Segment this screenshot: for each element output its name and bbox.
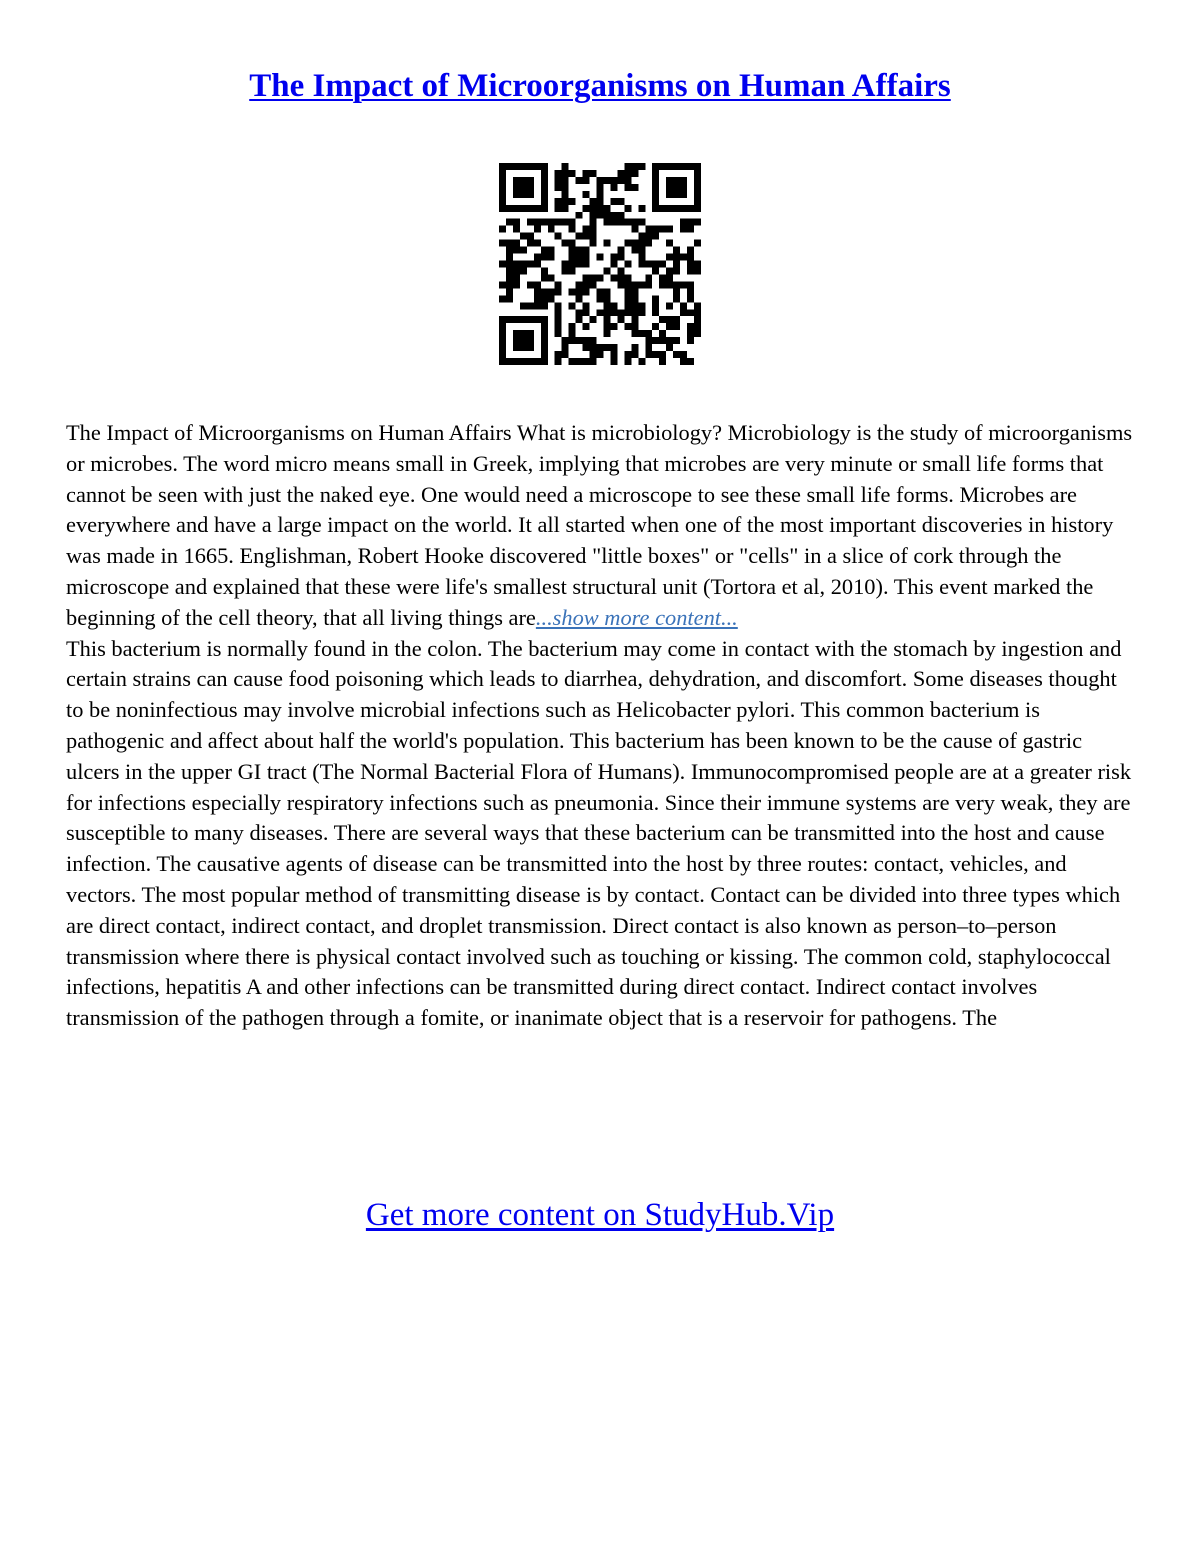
article-body xyxy=(66,418,1136,1034)
article-body-part2: This bacterium is normally found in the colon. The bacterium may come in contact with the stomach by ingestion and certain strains can cause food poisoning which leads to diarrhea, dehydration, and discomfort. Some diseases thought to be noninfectious may involve microbial infections such as Helicobacter pylori. This common bacterium is pathogenic and affect about half the world's population. This bacterium has been known to be the cause of gastric ulcers in the upper GI tract (The Normal Bacterial Flora of Humans). Immunocompromised people are at a greater risk for infections especially respiratory infections such as pneumonia. Since their immune systems are very weak, they are susceptible to many diseases. There are several ways that these bacterium can be transmitted into the host and cause infection. The causative agents of disease can be transmitted into the host by three routes: contact, vehicles, and vectors. The most popular method of transmitting disease is by contact. Contact can be divided into three types which are direct contact, indirect contact, and droplet transmission. Direct contact is also known as person–to–person transmission where there is physical contact involved such as touching or kissing. The common cold, staphylococcal infections, hepatitis A and other infections can be transmitted during direct contact. Indirect contact involves transmission of the pathogen through a fomite, or inanimate object that is a reservoir for pathogens. The xyxy=(66,635,1132,1031)
show-more-link[interactable]: ...show more content... xyxy=(535,604,738,630)
article-body-part1: The Impact of Microorganisms on Human Affairs What is microbiology? Microbiology is the study of microorganisms or microbes. The word micro means small in Greek, implying that microbes are very minute or small life forms that cannot be seen with just the naked eye. One would need a microscope to see these small life forms. Microbes are everywhere and have a large impact on the world. It all started when one of the most important discoveries in history was made in 1665. Englishman, Robert Hooke discovered "little boxes" or "cells" in a slice of cork through the microscope and explained that these were life's smallest structural unit (Tortora et al, 2010). This event marked the beginning of the cell theory, that all living things are xyxy=(66,420,1133,630)
qr-modules xyxy=(499,163,701,365)
qr-code-icon xyxy=(499,163,701,365)
title-link[interactable]: The Impact of Microorganisms on Human Affairs xyxy=(249,68,951,104)
footer-cta xyxy=(0,1193,1200,1237)
page-title xyxy=(0,64,1200,108)
studyhub-link[interactable]: Get more content on StudyHub.Vip xyxy=(365,1197,835,1233)
